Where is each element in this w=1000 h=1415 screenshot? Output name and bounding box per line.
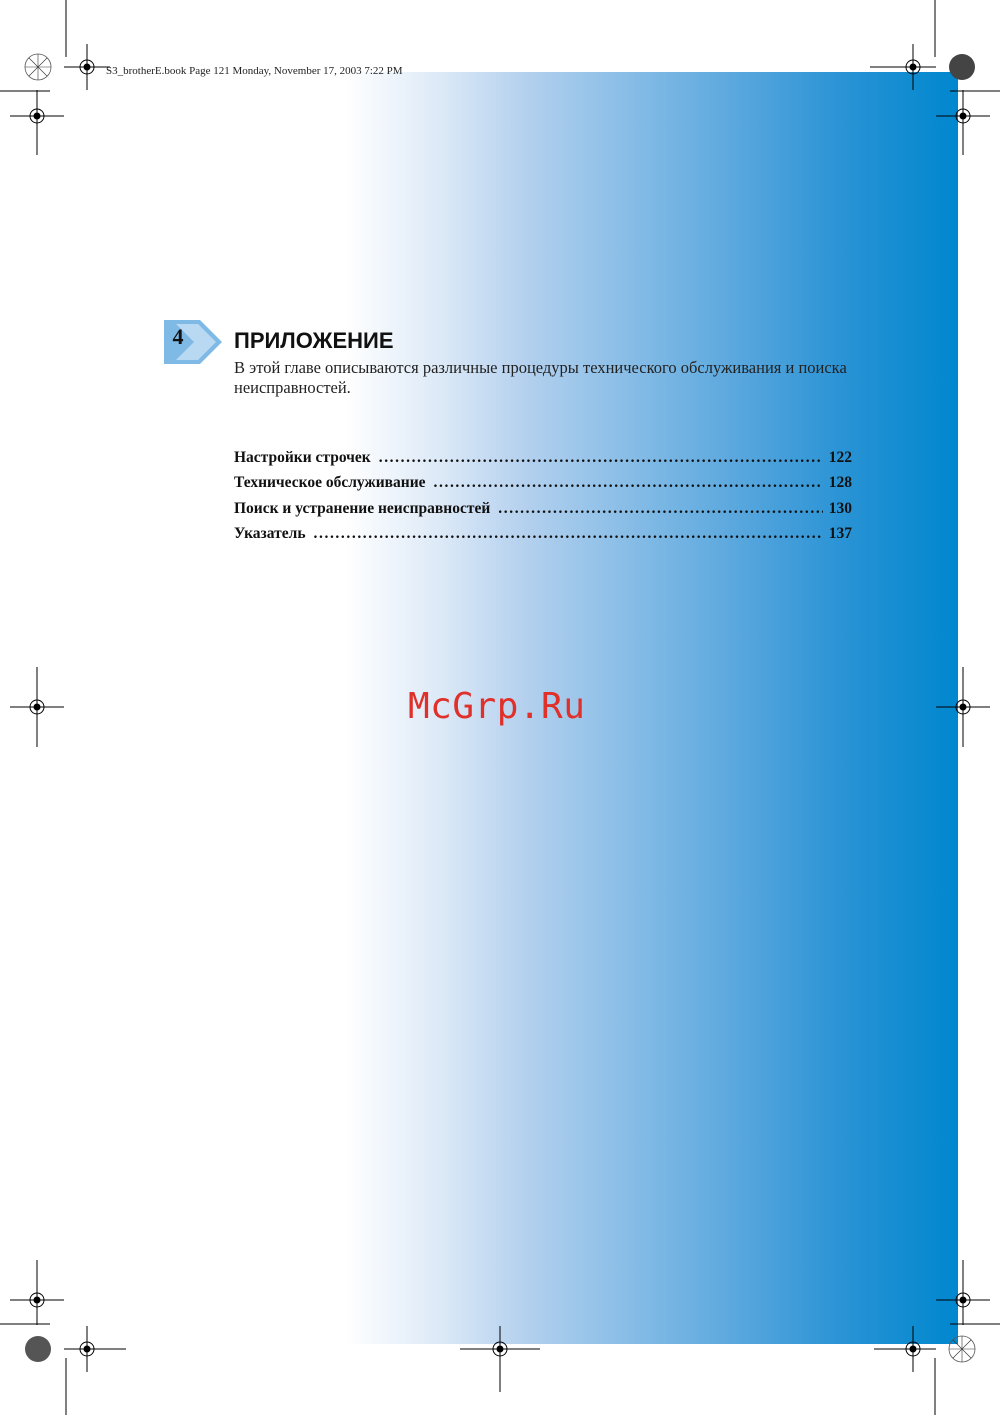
chapter-number: 4 — [172, 324, 184, 349]
toc-leader-dots — [314, 525, 823, 543]
toc-leader-dots — [434, 474, 823, 492]
print-header-line: S3_brotherE.book Page 121 Monday, November 17, 2003 7:22 PM — [106, 65, 403, 77]
table-of-contents — [234, 449, 852, 550]
toc-entry-label: Указатель — [234, 524, 306, 542]
toc-entry-label: Поиск и устранение неисправностей — [234, 499, 491, 517]
toc-entry[interactable] — [234, 500, 852, 525]
toc-entry[interactable] — [234, 525, 852, 550]
toc-entry[interactable] — [234, 449, 852, 474]
toc-leader-dots — [379, 449, 823, 467]
chapter-description: В этой главе описываются различные процедуры технического обслуживания и поиска неисправностей. — [234, 358, 847, 397]
toc-entry-label: Техническое обслуживание — [234, 474, 426, 492]
toc-entry-page: 128 — [828, 474, 852, 492]
toc-entry[interactable] — [234, 474, 852, 499]
chapter-title: ПРИЛОЖЕНИЕ — [234, 328, 394, 353]
toc-entry-page: 137 — [828, 524, 852, 542]
watermark-text: McGrp.Ru — [408, 686, 586, 727]
toc-entry-page: 122 — [828, 449, 852, 466]
toc-leader-dots — [498, 500, 822, 518]
toc-entry-label: Настройки строчек — [234, 449, 371, 466]
toc-entry-page: 130 — [828, 499, 852, 517]
